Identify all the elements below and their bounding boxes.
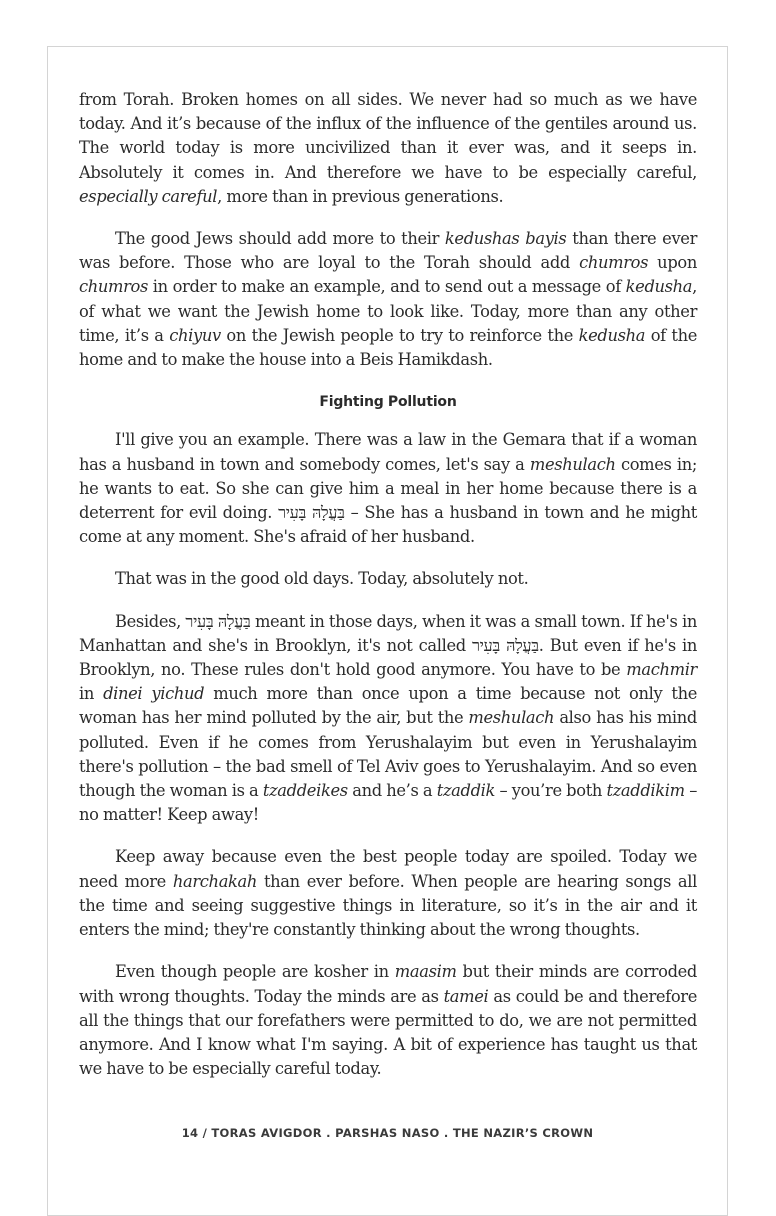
text-run: Besides,: [115, 611, 186, 631]
italic-term: meshulach: [529, 454, 616, 474]
text-run: than there ever was before. Those who are loyal to the Torah should add: [79, 229, 698, 273]
italic-term: kedusha: [625, 277, 693, 297]
paragraph: [79, 610, 697, 828]
text-run: Even though people are kosher in: [115, 962, 395, 982]
text-run: from Torah. Broken homes on all sides. We never had so much as we have today. And it’s because of the influx of the influence of the gentiles around us. The world today is more uncivilized than it ever was, and it seeps in. Absolutely it comes in. And therefore we have to be especially careful,: [79, 90, 697, 182]
text-run: That was in the good old days. Today, absolutely not.: [115, 569, 529, 589]
text-run: , of what we want the Jewish home to look like. Today, more than any other time, it’s a: [79, 277, 697, 345]
paragraph: [79, 227, 697, 372]
italic-term: tzaddeikes: [262, 781, 348, 801]
italic-term: kedusha: [578, 325, 646, 345]
text-run: . But even if he's in Brooklyn, no. These rules don't hold good anymore. You have to be: [79, 635, 698, 680]
italic-term: tzaddikim: [606, 781, 685, 801]
italic-term: especially careful: [79, 186, 218, 206]
hebrew-phrase: בַּעֲלָהּ בָּעִיר: [185, 611, 251, 631]
text-run: and he’s a: [347, 781, 437, 801]
text-run: The good Jews should add more to their: [115, 229, 445, 249]
paragraph: [79, 567, 697, 591]
text-run: – you’re both: [495, 781, 607, 801]
text-run: upon: [648, 253, 697, 273]
text-run: much more than once upon a time because not only the woman has her mind polluted by the air, but the: [79, 684, 698, 728]
italic-term: tamei: [443, 986, 489, 1006]
italic-term: maasim: [394, 962, 457, 982]
text-run: Keep away because even the best people today are spoiled. Today we need more: [79, 847, 697, 891]
text-run: , more than in previous generations.: [217, 186, 504, 206]
paragraph: [79, 845, 697, 942]
text-run: in: [79, 684, 104, 704]
text-run: comes in; he wants to eat. So she can give him a meal in her home because there is a deterrent for evil doing.: [79, 454, 697, 523]
italic-term: chumros: [79, 277, 149, 297]
text-run: as could be and therefore all the things that our forefathers were permitted to do, we are not permitted anymore. And I know what I'm saying. A bit of experience has taught us that we have to be especially careful today.: [79, 986, 698, 1079]
paragraph: [79, 88, 697, 209]
section-heading: Fighting Pollution: [319, 394, 457, 411]
text-run: meant in those days, when it was a small town. If he's in Manhattan and she's in Brooklyn, it's not called: [79, 611, 697, 655]
hebrew-phrase: בַּעֲלָהּ בָּעִיר: [471, 635, 539, 655]
text-run: on the Jewish people to try to reinforce the: [220, 325, 579, 345]
italic-term: harchakah: [172, 871, 258, 891]
page-footer: 14 / TORAS AVIGDOR . PARSHAS NASO . THE NAZIR’S CROWN: [181, 1126, 594, 1140]
italic-term: meshulach: [468, 708, 555, 728]
italic-term: chiyuv: [169, 325, 221, 345]
italic-term: chumros: [579, 253, 649, 273]
text-run: – no matter! Keep away!: [79, 781, 697, 825]
paragraph: [79, 960, 697, 1081]
page-body: [79, 88, 697, 1099]
text-run: I'll give you an example. There was a law in the Gemara that if a woman has a husband in town and somebody comes, let's say a: [79, 430, 697, 474]
italic-term: dinei yichud: [103, 684, 205, 704]
italic-term: machmir: [626, 660, 697, 680]
italic-term: tzaddik: [436, 781, 496, 801]
italic-term: kedushas bayis: [444, 229, 567, 249]
text-run: than ever before. When people are hearing songs all the time and seeing suggestive things in literature, so it’s in the air and it enters the mind; they're constantly thinking about the wrong thoughts.: [79, 871, 697, 940]
hebrew-phrase: בַּעֲלָהּ בָּעִיר: [278, 503, 345, 523]
text-run: in order to make an example, and to send out a message of: [148, 277, 626, 297]
text-run: but their minds are corroded with wrong thoughts. Today the minds are as: [79, 962, 697, 1006]
text-run: – She has a husband in town and he might come at any moment. She's afraid of her husband.: [79, 503, 698, 547]
paragraph: [79, 428, 697, 549]
text-run: also has his mind polluted. Even if he comes from Yerushalayim but even in Yerushalayim there's pollution – the bad smell of Tel Aviv goes to Yerushalayim. And so even though the woman is a: [79, 708, 697, 801]
text-run: of the home and to make the house into a Beis Hamikdash.: [79, 325, 698, 370]
